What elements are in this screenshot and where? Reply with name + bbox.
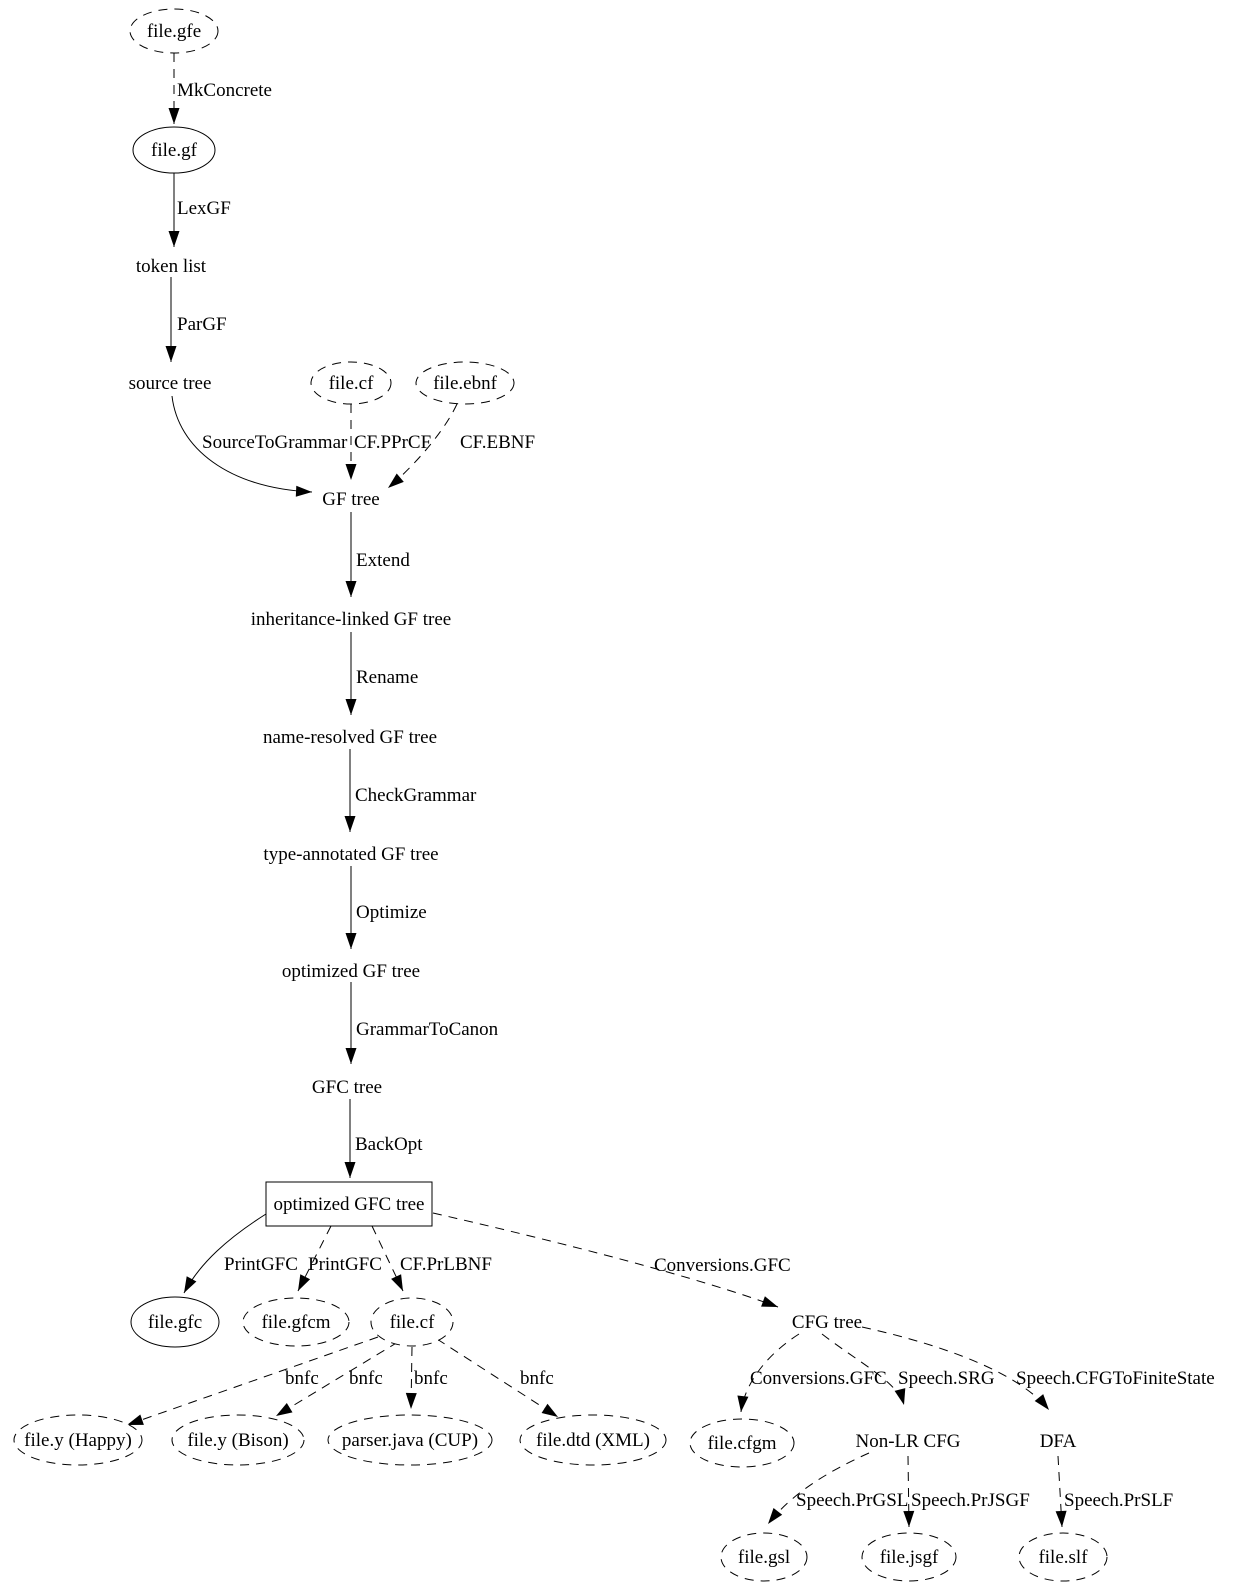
edge-arrowhead — [276, 1403, 293, 1416]
edge-arrowhead — [345, 816, 356, 832]
edge-label-optimized-gfc-tree-to-cfg-tree: Conversions.GFC — [654, 1255, 791, 1276]
edge-non-lr-cfg-to-file-gsl — [768, 1453, 869, 1524]
node-label-file-gfcm: file.gfcm — [261, 1312, 331, 1333]
edge-label-optimized-gfc-tree-to-file-gfcm: PrintGFC — [308, 1254, 382, 1275]
edge-file-cf-bottom-to-file-y-happy — [127, 1337, 378, 1425]
edge-label-dfa-to-file-slf: Speech.PrSLF — [1064, 1490, 1174, 1511]
edge-label-source-tree-to-gf-tree: SourceToGrammar — [202, 432, 348, 453]
node-label-inheritance-linked-gf-tree: inheritance-linked GF tree — [250, 609, 452, 630]
edge-label-inheritance-linked-gf-tree-to-name-resolved-gf-tree: Rename — [356, 667, 419, 688]
edge-arrowhead — [406, 1393, 417, 1409]
edge-arrowhead — [903, 1511, 914, 1527]
edge-label-optimized-gf-tree-to-gfc-tree: GrammarToCanon — [356, 1019, 499, 1040]
edge-arrowhead — [761, 1296, 778, 1307]
node-label-non-lr-cfg: Non-LR CFG — [855, 1431, 961, 1452]
node-label-parser-java-cup: parser.java (CUP) — [341, 1430, 479, 1451]
edge-label-file-cf-bottom-to-parser-java-cup: bnfc — [414, 1368, 448, 1389]
edge-arrowhead — [388, 474, 404, 489]
node-label-type-annotated-gf-tree: type-annotated GF tree — [263, 844, 439, 865]
node-label-file-jsgf: file.jsgf — [879, 1547, 939, 1568]
edge-arrowhead — [346, 699, 357, 715]
edge-label-file-cf-bottom-to-file-dtd-xml: bnfc — [520, 1368, 554, 1389]
node-label-optimized-gfc-tree: optimized GFC tree — [273, 1194, 425, 1215]
edge-arrowhead — [1035, 1394, 1049, 1410]
edge-arrowhead — [345, 1162, 356, 1178]
edge-label-cfg-tree-to-file-cfgm: Conversions.GFC — [750, 1368, 887, 1389]
node-label-file-cf-top: file.cf — [328, 373, 374, 394]
edge-label-name-resolved-gf-tree-to-type-annotated-gf-tree: CheckGrammar — [355, 785, 477, 806]
edge-arrowhead — [346, 464, 357, 480]
edge-label-file-cf-bottom-to-file-y-happy: bnfc — [285, 1368, 319, 1389]
edge-arrowhead — [296, 486, 312, 497]
edge-arrowhead — [391, 1274, 403, 1291]
node-label-file-y-bison: file.y (Bison) — [187, 1430, 289, 1451]
node-label-file-gfe: file.gfe — [146, 21, 202, 42]
node-label-file-y-happy: file.y (Happy) — [24, 1430, 132, 1451]
edge-label-type-annotated-gf-tree-to-optimized-gf-tree: Optimize — [356, 902, 427, 923]
node-label-gfc-tree: GFC tree — [311, 1077, 383, 1098]
edge-label-file-gfe-to-file-gf: MkConcrete — [177, 80, 272, 101]
node-label-source-tree: source tree — [128, 373, 212, 394]
edge-label-file-gf-to-token-list: LexGF — [177, 198, 231, 219]
nodes-layer — [14, 9, 1107, 1581]
edge-arrowhead — [542, 1404, 558, 1417]
edge-arrowhead — [184, 1276, 196, 1293]
node-label-token-list: token list — [135, 256, 207, 277]
edge-label-file-cf-top-to-gf-tree: CF.PPrCF — [354, 432, 432, 453]
node-label-gf-tree: GF tree — [322, 489, 380, 510]
edge-label-cfg-tree-to-dfa: Speech.CFGToFiniteState — [1016, 1368, 1215, 1389]
node-label-file-gf: file.gf — [151, 140, 197, 161]
edge-arrowhead — [346, 581, 357, 597]
node-label-dfa: DFA — [1039, 1431, 1077, 1452]
node-label-file-cf-bottom: file.cf — [389, 1312, 435, 1333]
edge-arrowhead — [768, 1508, 782, 1524]
node-label-file-gsl: file.gsl — [737, 1547, 791, 1568]
edge-arrowhead — [169, 108, 180, 124]
edge-arrowhead — [166, 346, 177, 362]
edge-arrowhead — [1056, 1511, 1067, 1527]
edge-arrowhead — [346, 933, 357, 949]
edge-label-cfg-tree-to-non-lr-cfg: Speech.SRG — [898, 1368, 995, 1389]
edge-label-optimized-gfc-tree-to-file-gfc: PrintGFC — [224, 1254, 298, 1275]
edge-label-non-lr-cfg-to-file-jsgf: Speech.PrJSGF — [911, 1490, 1030, 1511]
edge-label-non-lr-cfg-to-file-gsl: Speech.PrGSL — [796, 1490, 909, 1511]
edge-arrowhead — [127, 1415, 144, 1426]
node-label-optimized-gf-tree: optimized GF tree — [281, 961, 421, 982]
node-label-file-gfc: file.gfc — [147, 1312, 203, 1333]
node-label-name-resolved-gf-tree: name-resolved GF tree — [262, 727, 438, 748]
edge-label-gf-tree-to-inheritance-linked-gf-tree: Extend — [356, 550, 410, 571]
edge-label-file-cf-bottom-to-file-y-bison: bnfc — [349, 1368, 383, 1389]
node-label-file-cfgm: file.cfgm — [707, 1433, 777, 1454]
edge-label-gfc-tree-to-optimized-gfc-tree: BackOpt — [355, 1134, 423, 1155]
edge-arrowhead — [346, 1048, 357, 1064]
edge-label-token-list-to-source-tree: ParGF — [177, 314, 227, 335]
edge-label-optimized-gfc-tree-to-file-cf-bottom: CF.PrLBNF — [400, 1254, 492, 1275]
edge-arrowhead — [298, 1274, 310, 1291]
edge-arrowhead — [895, 1388, 906, 1405]
edge-label-file-ebnf-to-gf-tree: CF.EBNF — [460, 432, 536, 453]
node-label-file-ebnf: file.ebnf — [433, 373, 497, 394]
node-label-file-dtd-xml: file.dtd (XML) — [536, 1430, 650, 1451]
edge-arrowhead — [169, 231, 180, 247]
node-label-cfg-tree: CFG tree — [791, 1312, 863, 1333]
node-label-file-slf: file.slf — [1038, 1547, 1088, 1568]
edge-arrowhead — [737, 1396, 748, 1413]
